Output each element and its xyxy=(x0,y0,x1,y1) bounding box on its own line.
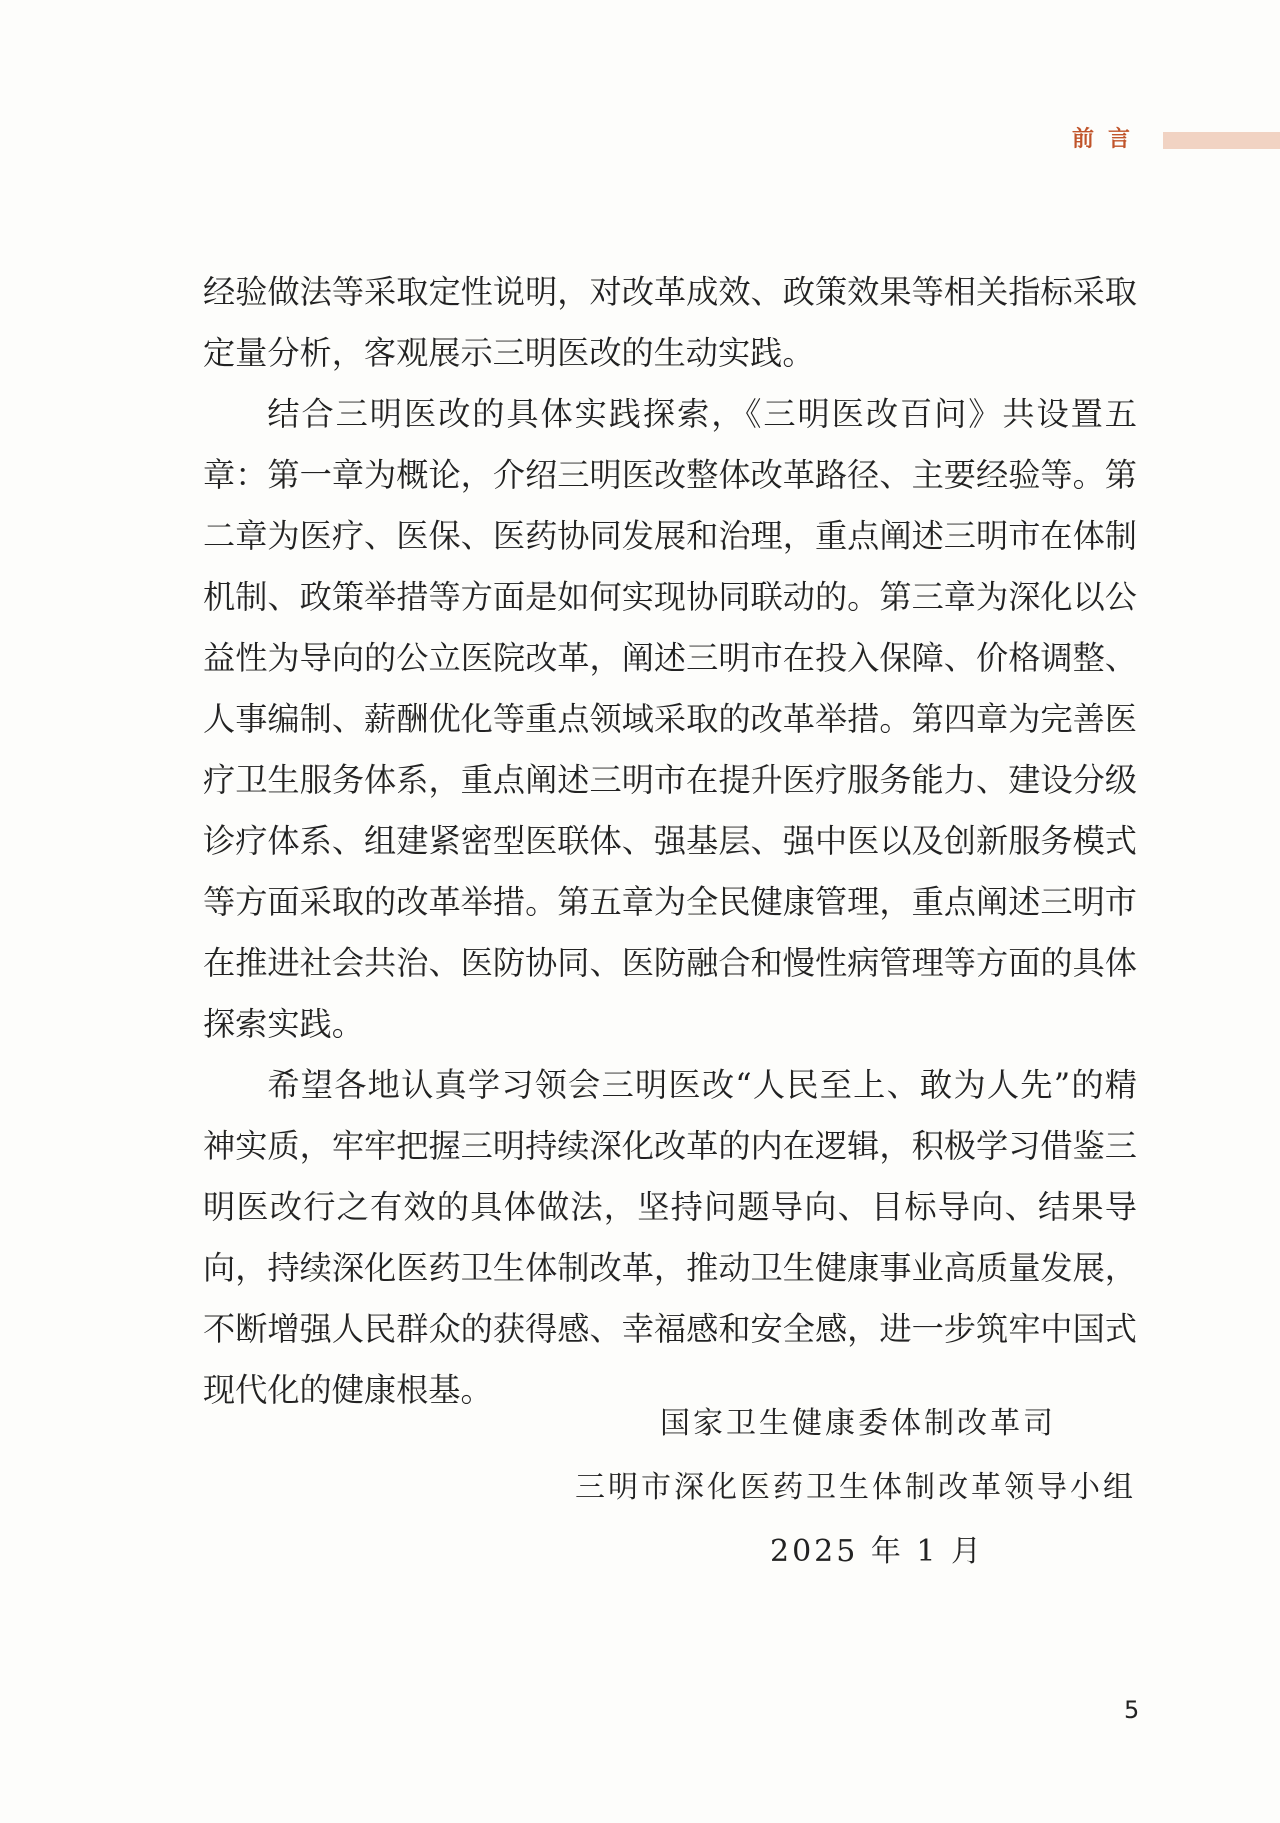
header-accent-bar xyxy=(1163,132,1280,149)
paragraph: 希望各地认真学习领会三明医改“人民至上、敢为人先”的精神实质，牢牢把握三明持续深化改革的内在逻辑，积极学习借鉴三明医改行之有效的具体做法，坚持问题导向、目标导向、结果导向，持续深化医药卫生体制改革，推动卫生健康事业高质量发展，不断增强人民群众的获得感、幸福感和安全感，进一步筑牢中国式现代化的健康根基。 xyxy=(203,1066,1137,1409)
page-header-title: 前言 xyxy=(1072,127,1145,152)
signature-org-2: 三明市深化医药卫生体制改革领导小组 xyxy=(575,1470,1136,1505)
signature-date: 2025 年 1 月 xyxy=(770,1534,985,1569)
page-number: 5 xyxy=(1124,1696,1140,1724)
paragraph: 经验做法等采取定性说明，对改革成效、政策效果等相关指标采取定量分析，客观展示三明医改的生动实践。 xyxy=(203,273,1137,372)
body-text xyxy=(203,262,1137,1421)
paragraph: 结合三明医改的具体实践探索，《三明医改百问》共设置五章：第一章为概论，介绍三明医改整体改革路径、主要经验等。第二章为医疗、医保、医药协同发展和治理，重点阐述三明市在体制机制、政策举措等方面是如何实现协同联动的。第三章为深化以公益性为导向的公立医院改革，阐述三明市在投入保障、价格调整、人事编制、薪酬优化等重点领域采取的改革举措。第四章为完善医疗卫生服务体系，重点阐述三明市在提升医疗服务能力、建设分级诊疗体系、组建紧密型医联体、强基层、强中医以及创新服务模式等方面采取的改革举措。第五章为全民健康管理，重点阐述三明市在推进社会共治、医防协同、医防融合和慢性病管理等方面的具体探索实践。 xyxy=(203,395,1137,1043)
signature-org-1: 国家卫生健康委体制改革司 xyxy=(660,1406,1056,1441)
